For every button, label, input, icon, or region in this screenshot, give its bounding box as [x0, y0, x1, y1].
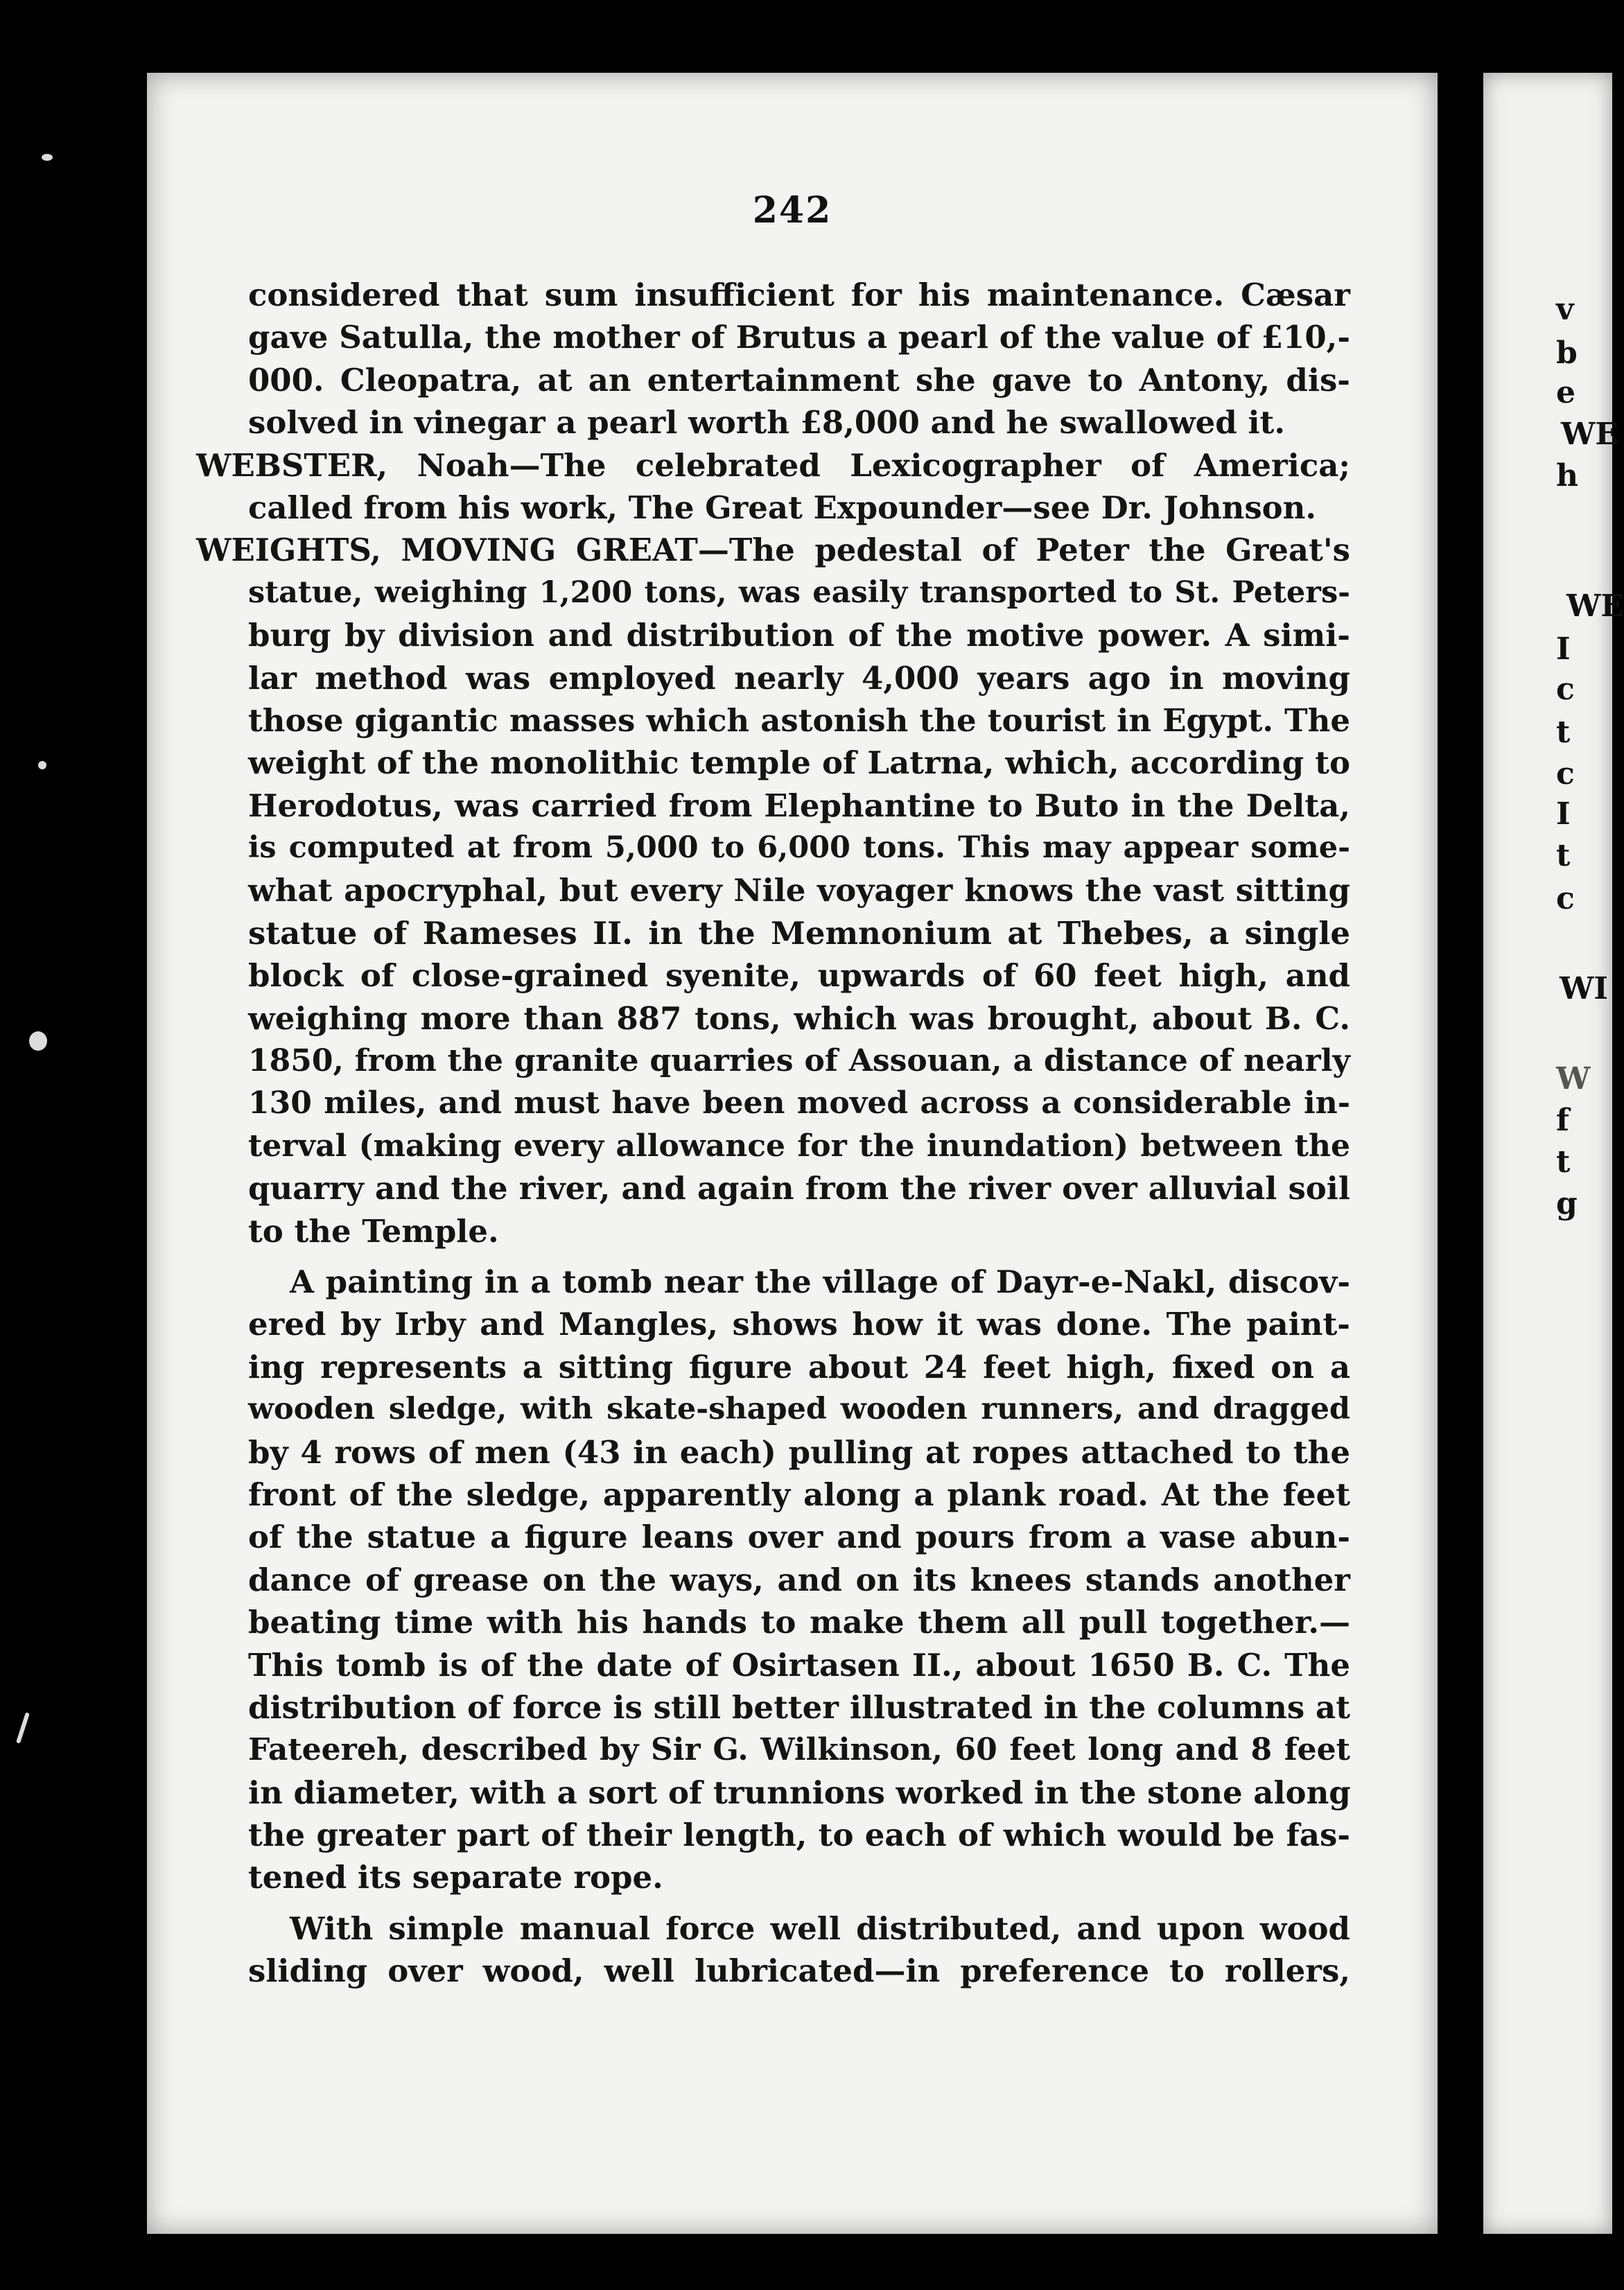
text-line: in diameter, with a sort of trunnions worked in the stone along: [248, 1774, 1351, 1811]
text-line: statue of Rameses II. in the Memnonium at Thebes, a single: [248, 914, 1350, 952]
adjacent-page-fragment: f: [1556, 1103, 1569, 1138]
page-number: 242: [752, 189, 832, 231]
adjacent-page-fragment: t: [1556, 715, 1571, 750]
text-line: 130 miles, and must have been moved across a considerable in-: [248, 1085, 1350, 1121]
text-line: 1850, from the granite quarries of Assouan, a distance of nearly: [248, 1043, 1350, 1079]
text-line: weighing more than 887 tons, which was brought, about B. C.: [248, 999, 1350, 1037]
text-line: 000. Cleopatra, at an entertainment she gave to Antony, dis-: [248, 361, 1350, 399]
text-line: Fateereh, described by Sir G. Wilkinson, 60 feet long and 8 feet: [248, 1732, 1350, 1768]
text-line: distribution of force is still better illustrated in the columns at: [248, 1688, 1350, 1726]
adjacent-page-fragment: e: [1556, 375, 1575, 410]
text-line: terval (making every allowance for the inundation) between the: [248, 1128, 1350, 1164]
adjacent-page-fragment: b: [1556, 335, 1578, 371]
text-line: A painting in a tomb near the village of Dayr-e-Nakl, discov-: [290, 1263, 1350, 1300]
scan-speck: [29, 1031, 47, 1051]
text-line: sliding over wood, well lubricated—in preference to rollers,: [248, 1952, 1350, 1990]
adjacent-page-fragment: c: [1556, 881, 1575, 916]
text-line: those gigantic masses which astonish the tourist in Egypt. The: [248, 701, 1350, 739]
adjacent-page-fragment: v: [1556, 292, 1574, 327]
text-line: ered by Irby and Mangles, shows how it was done. The paint-: [248, 1306, 1350, 1343]
adjacent-page-fragment: c: [1556, 756, 1575, 792]
paragraph-gap: [248, 1252, 1350, 1261]
scan-speck: [42, 154, 53, 161]
text-line: Herodotus, was carried from Elephantine to Buto in the Delta,: [248, 787, 1350, 824]
text-line: what apocryphal, but every Nile voyager knows the vast sitting: [248, 872, 1350, 909]
text-line: With simple manual force well distributed, and upon wood: [290, 1909, 1350, 1947]
text-line: front of the sledge, apparently along a plank road. At the feet: [248, 1476, 1350, 1513]
scan-speck: [38, 761, 46, 769]
paragraph-gap: [248, 1899, 1350, 1907]
text-line: wooden sledge, with skate-shaped wooden runners, and dragged: [248, 1392, 1350, 1427]
entry-heading-line: WEIGHTS, MOVING GREAT—The pedestal of Peter the Great's: [196, 532, 1350, 569]
page-body: [196, 274, 1351, 1993]
text-line: gave Satulla, the mother of Brutus a pearl of the value of £10,-: [248, 319, 1350, 356]
adjacent-page-fragment: g: [1556, 1186, 1578, 1221]
text-line: is computed at from 5,000 to 6,000 tons. This may appear some-: [248, 830, 1350, 866]
text-line: ing represents a sitting figure about 24 feet high, fixed on a: [248, 1348, 1350, 1386]
adjacent-page-fragment: I: [1556, 796, 1571, 832]
text-line: considered that sum insufficient for his maintenance. Cæsar: [248, 277, 1350, 313]
adjacent-page-fragment: c: [1556, 672, 1575, 707]
text-line: tened its separate rope.: [248, 1859, 663, 1896]
adjacent-page-fragment: I: [1556, 631, 1571, 667]
text-line: lar method was employed nearly 4,000 years ago in moving: [248, 659, 1350, 697]
adjacent-page-fragment: WI: [1560, 971, 1608, 1006]
text-line: the greater part of their length, to each of which would be fas-: [248, 1817, 1350, 1854]
text-line: to the Temple.: [248, 1212, 499, 1250]
text-line: of the statue a figure leans over and pours from a vase abun-: [248, 1519, 1350, 1556]
text-line: block of close-grained syenite, upwards of 60 feet high, and: [248, 957, 1350, 995]
adjacent-page-fragment: WE: [1566, 588, 1624, 624]
text-line: solved in vinegar a pearl worth £8,000 and he swallowed it.: [248, 404, 1285, 442]
entry-heading-line: WEBSTER, Noah—The celebrated Lexicographer of America;: [196, 446, 1350, 484]
text-line: burg by division and distribution of the motive power. A simi-: [248, 617, 1350, 654]
text-line: This tomb is of the date of Osirtasen II., about 1650 B. C. The: [248, 1646, 1350, 1684]
text-line: by 4 rows of men (43 in each) pulling at ropes attached to the: [248, 1433, 1350, 1471]
text-line: statue, weighing 1,200 tons, was easily transported to St. Peters-: [248, 575, 1350, 610]
adjacent-page-fragment: t: [1556, 1144, 1571, 1180]
scan-speck: [16, 1712, 30, 1744]
text-line: weight of the monolithic temple of Latrna, which, according to: [248, 744, 1350, 782]
adjacent-page-fragment: t: [1556, 838, 1571, 873]
adjacent-page-fragment: WE: [1561, 417, 1618, 452]
text-line: dance of grease on the ways, and on its knees stands another: [248, 1561, 1350, 1598]
text-line: called from his work, The Great Expounder—see Dr. Johnson.: [248, 489, 1317, 526]
text-line: quarry and the river, and again from the river over alluvial soil: [248, 1170, 1350, 1207]
text-line: beating time with his hands to make them all pull together.—: [248, 1604, 1350, 1641]
adjacent-page-fragment: W: [1556, 1061, 1591, 1096]
adjacent-page-edge: [1483, 73, 1624, 2234]
adjacent-page-fragment: h: [1556, 458, 1578, 493]
